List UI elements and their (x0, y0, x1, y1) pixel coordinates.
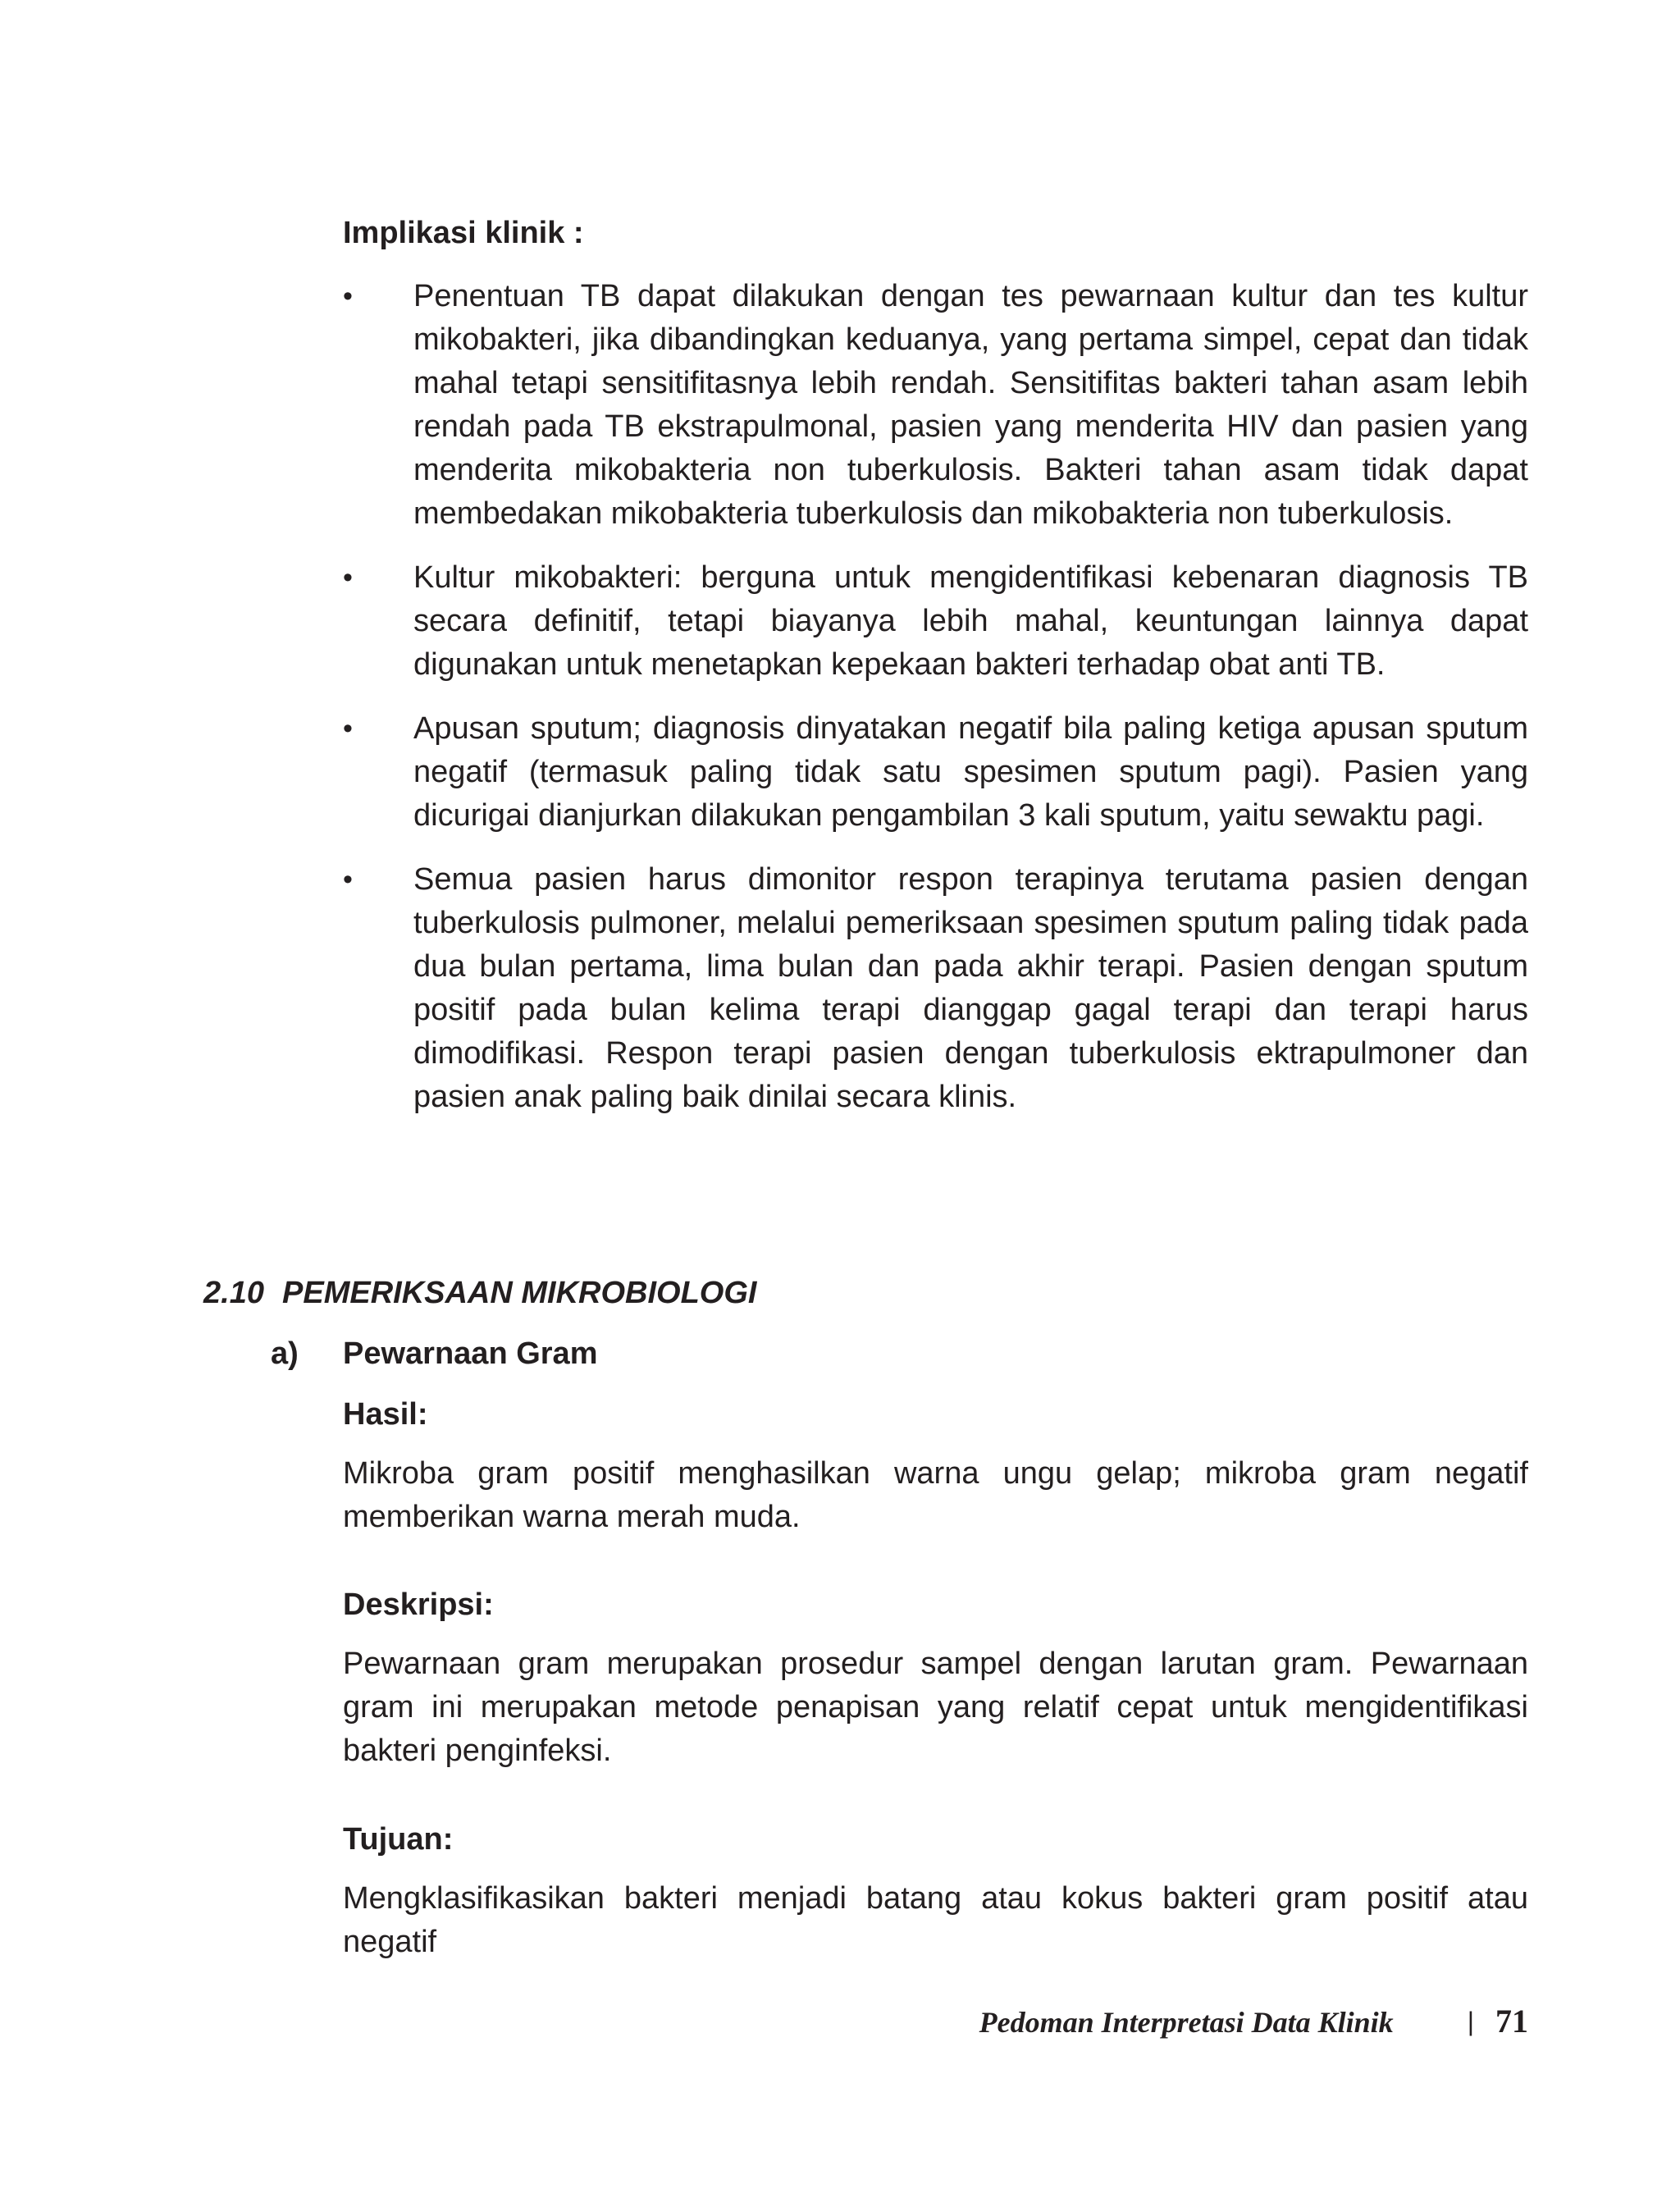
bullet-icon: • (343, 864, 353, 895)
list-item (343, 275, 1528, 536)
deskripsi-text: Pewarnaan gram merupakan prosedur sampel dengan larutan gram. Pewarnaan gram ini merupakan metode penapisan yang relatif cepat untuk mengidentifikasi bakteri penginfeksi. (343, 1647, 1528, 1768)
list-item-text: Semua pasien harus dimonitor respon terapinya terutama pasien dengan tuberkulosis pulmoner, melalui pemeriksaan spesimen sputum paling tidak pada dua bulan pertama, lima bulan dan pada akhir terapi. Pasien dengan sputum positif pada bulan kelima terapi dianggap gagal terapi dan terapi harus dimodifikasi. Respon terapi pasien dengan tuberkulosis ektrapulmoner dan pasien anak paling baik dinilai secara klinis. (413, 862, 1528, 1114)
tujuan-block (343, 1820, 1528, 1964)
list-item (343, 858, 1528, 1119)
list-item-text: Kultur mikobakteri: berguna untuk mengidentifikasi kebenaran diagnosis TB secara definitif, tetapi biayanya lebih mahal, keuntungan lainnya dapat digunakan untuk menetapkan kepekaan bakteri terhadap obat anti TB. (413, 560, 1528, 682)
implications-list (343, 275, 1528, 1140)
chapter-number: 2.10 (203, 1276, 264, 1310)
tujuan-heading: Tujuan: (343, 1822, 454, 1857)
hasil-heading: Hasil: (343, 1397, 428, 1432)
list-item (343, 556, 1528, 687)
footer-book-title: Pedoman Interpretasi Data Klinik (979, 2006, 1394, 2039)
list-item-text: Apusan sputum; diagnosis dinyatakan negatif bila paling ketiga apusan sputum negatif (termasuk paling tidak satu spesimen sputum pagi). Pasien yang dicurigai dianjurkan dilakukan pengambilan 3 kali sputum, yaitu sewaktu pagi. (413, 711, 1528, 833)
page-number: 71 (1495, 2003, 1528, 2040)
deskripsi-heading: Deskripsi: (343, 1587, 494, 1622)
subsection-letter: a) (271, 1336, 299, 1371)
list-item (343, 707, 1528, 838)
footer-separator: | (1467, 2007, 1474, 2036)
bullet-icon: • (343, 562, 353, 593)
tujuan-text: Mengklasifikasikan bakteri menjadi batang atau kokus bakteri gram positif atau negatif (343, 1881, 1528, 1959)
chapter-heading (203, 1273, 756, 1313)
deskripsi-block (343, 1585, 1528, 1773)
bullet-icon: • (343, 713, 353, 744)
chapter-title: PEMERIKSAAN MIKROBIOLOGI (282, 1276, 757, 1310)
subsection-title: Pewarnaan Gram (343, 1336, 598, 1371)
list-item-text: Penentuan TB dapat dilakukan dengan tes pewarnaan kultur dan tes kultur mikobakteri, jika dibandingkan keduanya, yang pertama simpel, cepat dan tidak mahal tetapi sensitifitasnya lebih rendah. Sensitifitas bakteri tahan asam lebih rendah pada TB ekstrapulmonal, pasien yang menderita HIV dan pasien yang menderita mikobakteria non tuberkulosis. Bakteri tahan asam tidak dapat membedakan mikobakteria tuberkulosis dan mikobakteria non tuberkulosis. (413, 279, 1528, 531)
hasil-block (343, 1395, 1528, 1539)
page-footer (820, 2002, 1528, 2040)
bullet-icon: • (343, 281, 353, 312)
hasil-text: Mikroba gram positif menghasilkan warna ungu gelap; mikroba gram negatif memberikan warna merah muda. (343, 1456, 1528, 1534)
subsection-heading (271, 1334, 597, 1373)
implications-heading: Implikasi klinik : (343, 216, 584, 250)
